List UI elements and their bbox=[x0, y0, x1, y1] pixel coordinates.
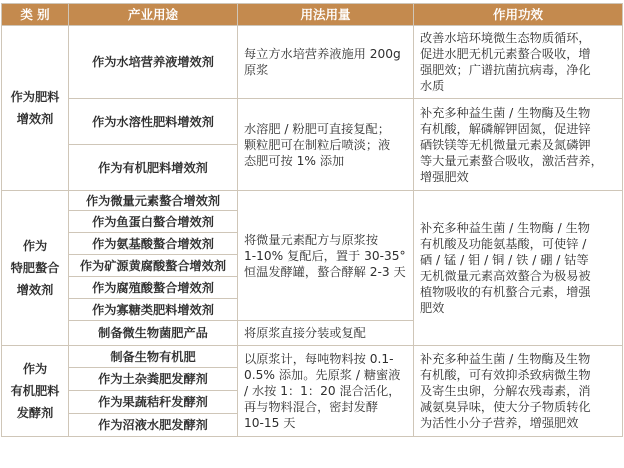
dosage-line: 原浆 bbox=[244, 63, 269, 77]
effect-line: 肥效 bbox=[420, 301, 445, 315]
header-category: 类 别 bbox=[2, 4, 69, 26]
use-cell: 作为腐殖酸螯合增效剂 bbox=[69, 277, 238, 299]
dosage-cell bbox=[238, 191, 414, 321]
effect-line: 及寄生虫卵，分解农残毒素，消 bbox=[420, 384, 591, 398]
use-cell: 作为有机肥料增效剂 bbox=[69, 145, 238, 191]
header-dosage: 用法用量 bbox=[238, 4, 414, 26]
use-cell: 制备生物有机肥 bbox=[69, 346, 238, 368]
dosage-line: 颗粒肥可在制粒后喷淡；液 bbox=[244, 137, 391, 152]
dosage-cell bbox=[238, 26, 414, 99]
category-line: 作为肥料 bbox=[10, 90, 60, 104]
dosage-line: 再与物料混合，密封发酵 bbox=[244, 400, 379, 414]
dosage-line: 以原浆计，每吨物料按 0.1- bbox=[244, 352, 394, 366]
category-line: 作为 bbox=[22, 239, 48, 253]
effect-line: 有机酸，解磷解钾固氮，促进锌 bbox=[420, 121, 591, 136]
use-cell: 制备微生物菌肥产品 bbox=[69, 321, 238, 346]
effect-line: 减氨臭异味，使大分子物质转化 bbox=[420, 400, 591, 414]
effect-cell bbox=[414, 26, 623, 99]
use-cell: 作为微量元素螯合增效剂 bbox=[69, 191, 238, 211]
effect-cell bbox=[414, 346, 623, 437]
use-cell: 作为氨基酸螯合增效剂 bbox=[69, 233, 238, 255]
dosage-cell bbox=[238, 99, 414, 191]
dosage-line: 态肥可按 1% 添加 bbox=[244, 153, 345, 168]
effect-line: 硒 / 锰 / 钼 / 铜 / 铁 / 硼 / 钴等 bbox=[420, 253, 589, 267]
table-row bbox=[2, 26, 623, 99]
dosage-line: 水溶肥 / 粉肥可直接复配； bbox=[244, 121, 390, 136]
effect-line: 水质 bbox=[420, 79, 445, 93]
effect-line: 无机微量元素高效螯合为极易被 bbox=[420, 269, 591, 283]
effect-line: 补充多种益生菌 / 生物酶 / 生物 bbox=[420, 221, 590, 235]
category-line: 增效剂 bbox=[16, 112, 54, 126]
dosage-line: 10-15 天 bbox=[244, 416, 296, 430]
dosage-line: 每立方水培营养液施用 200g bbox=[244, 47, 401, 61]
effect-line: 等大量元素螯合吸收，激活营养， bbox=[420, 153, 603, 168]
dosage-cell bbox=[238, 321, 414, 346]
dosage-line: / 水按 1：1：20 混合活化， bbox=[244, 384, 401, 398]
effect-line: 强肥效；广谱抗菌抗病毒，净化 bbox=[420, 63, 591, 77]
category-line: 作为 bbox=[22, 362, 48, 376]
product-table bbox=[1, 3, 623, 437]
category-cell bbox=[2, 191, 69, 346]
effect-line: 补充多种益生菌 / 生物酶及生物 bbox=[420, 352, 591, 366]
effect-line: 补充多种益生菌 / 生物酶及生物 bbox=[420, 105, 591, 120]
effect-line: 硒铁镁等无机微量元素及氮磷钾 bbox=[420, 137, 591, 152]
dosage-line: 1-10% 复配后，置于 30-35° bbox=[244, 248, 406, 263]
header-effect: 作用功效 bbox=[414, 4, 623, 26]
use-cell: 作为寡糖类肥料增效剂 bbox=[69, 299, 238, 321]
table-row bbox=[2, 346, 623, 368]
effect-line: 增强肥效 bbox=[420, 169, 469, 184]
dosage-line: 0.5% 添加。先原浆 / 糖蜜液 bbox=[244, 368, 401, 382]
category-line: 特肥螯合 bbox=[10, 261, 60, 275]
use-cell: 作为矿源黄腐酸螯合增效剂 bbox=[69, 255, 238, 277]
table-row bbox=[2, 99, 623, 145]
effect-line: 有机酸及功能氨基酸，可使锌 / bbox=[420, 237, 587, 251]
effect-cell bbox=[414, 191, 623, 346]
use-cell: 作为鱼蛋白螯合增效剂 bbox=[69, 211, 238, 233]
use-cell: 作为水溶性肥料增效剂 bbox=[69, 99, 238, 145]
category-line: 发酵剂 bbox=[16, 406, 54, 420]
use-cell: 作为土杂粪肥发酵剂 bbox=[69, 368, 238, 391]
use-cell: 作为沼液水肥发酵剂 bbox=[69, 414, 238, 437]
dosage-cell bbox=[238, 346, 414, 437]
table-header-row bbox=[2, 4, 623, 26]
dosage-line: 将微量元素配方与原浆按 bbox=[244, 232, 379, 247]
dosage-line: 恒温发酵罐，螯合酵解 2-3 天 bbox=[244, 264, 406, 279]
table-row bbox=[2, 191, 623, 211]
effect-line: 有机酸，可有效抑杀致病微生物 bbox=[420, 368, 591, 382]
category-line: 有机肥料 bbox=[10, 384, 60, 398]
effect-line: 为活性小分子营养，增强肥效 bbox=[420, 416, 579, 430]
category-cell bbox=[2, 346, 69, 437]
use-cell: 作为水培营养液增效剂 bbox=[69, 26, 238, 99]
effect-cell bbox=[414, 99, 623, 191]
category-cell bbox=[2, 26, 69, 191]
dosage-line: 将原浆直接分装或复配 bbox=[244, 326, 366, 340]
effect-line: 改善水培环境微生态物质循环， bbox=[420, 31, 591, 45]
effect-line: 植物吸收的有机螯合元素，增强 bbox=[420, 285, 591, 299]
category-line: 增效剂 bbox=[16, 283, 54, 297]
use-cell: 作为果蔬秸秆发酵剂 bbox=[69, 391, 238, 414]
header-use: 产业用途 bbox=[69, 4, 238, 26]
effect-line: 促进水肥无机元素螯合吸收，增 bbox=[420, 47, 591, 61]
